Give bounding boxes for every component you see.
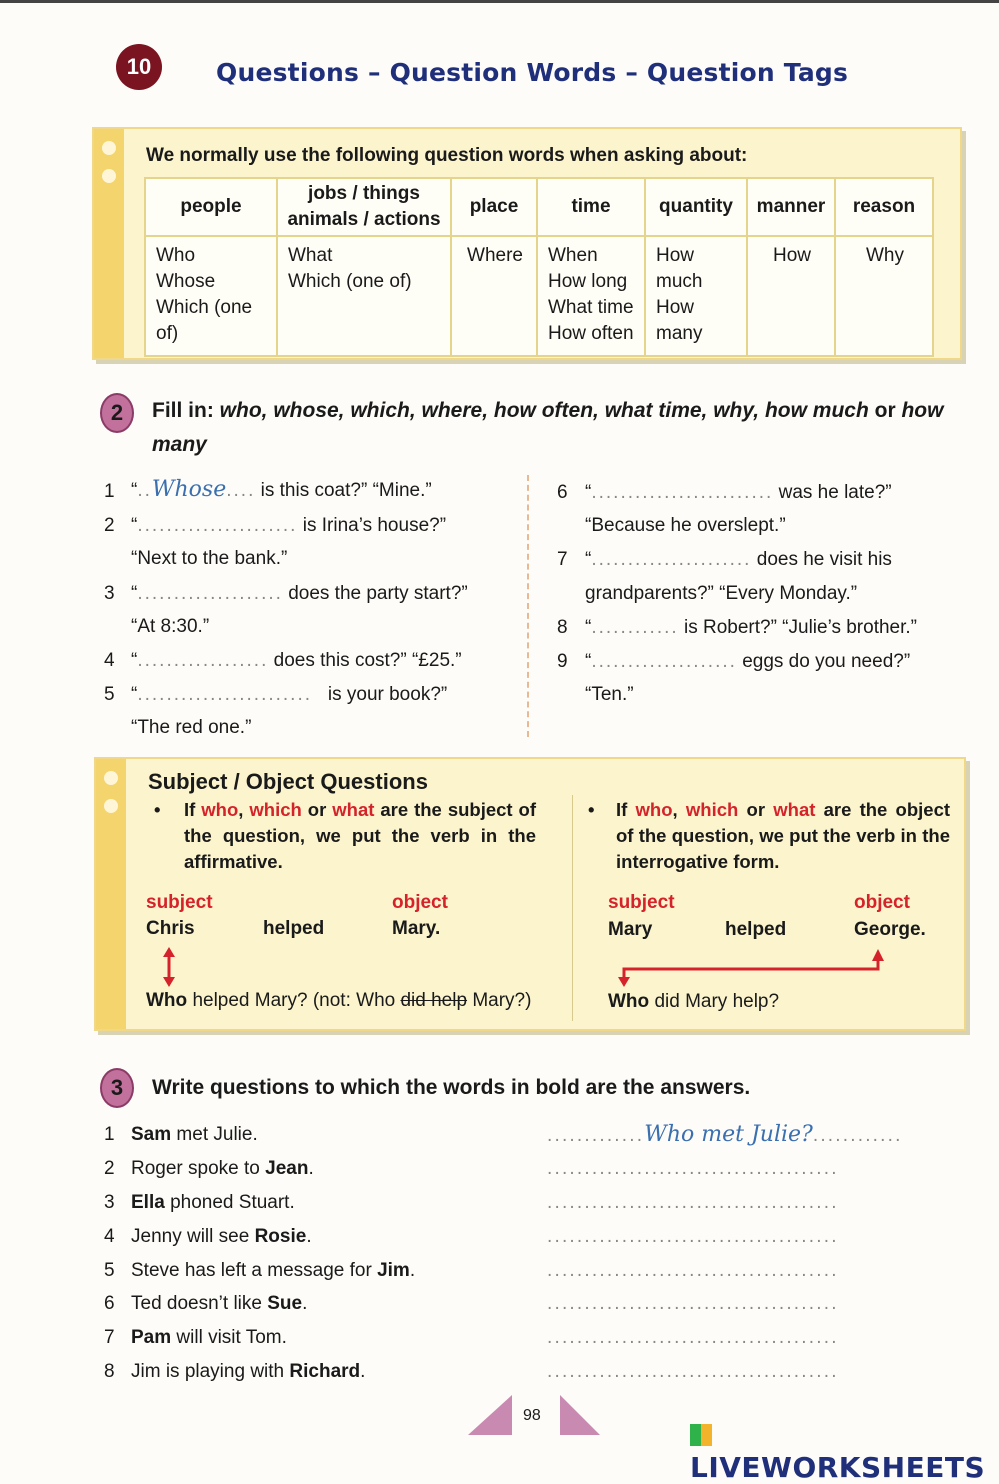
answer-line-4[interactable]: ....................................... (547, 1226, 839, 1247)
item-text: Roger spoke to (131, 1158, 266, 1179)
item-number: 2 (104, 1158, 115, 1179)
header-reason: reason (835, 178, 933, 236)
word-list-last: how many (152, 399, 944, 456)
item-text: does the party start?” (288, 583, 468, 604)
exercise-2-badge: 2 (100, 393, 134, 433)
exercise-3-badge: 3 (100, 1068, 134, 1108)
item-continuation: “At 8:30.” (131, 616, 210, 637)
brand-logo (690, 1418, 999, 1484)
item-number: 8 (557, 617, 568, 638)
item-number: 5 (104, 1260, 115, 1281)
rule-keyword: which (685, 799, 739, 820)
exercise-2-item-4 (131, 650, 462, 672)
open-quote: “ (585, 482, 592, 503)
blank[interactable]: ...................... (137, 515, 298, 536)
rule-keyword: who (201, 799, 239, 820)
item-text: does he visit his (756, 549, 892, 570)
item-number: 4 (104, 1226, 115, 1247)
header-people: people (145, 178, 277, 236)
or-label: or (874, 399, 896, 422)
item-number: 1 (104, 1124, 115, 1145)
example-verb: helped (263, 918, 325, 939)
blank[interactable]: .................. (137, 650, 269, 671)
page-decoration-left (468, 1395, 512, 1435)
page-number: 98 (523, 1407, 541, 1424)
exercise-2-item-8 (585, 617, 917, 639)
exercise-3-item-4 (131, 1226, 312, 1248)
answer-line-6[interactable]: ....................................... (547, 1293, 839, 1314)
unit-title: Questions – Question Words – Question Tags (216, 58, 849, 87)
object-rule: • If who, which or what are the object of the question, we put the verb in the interrogative form. (588, 799, 951, 872)
table-header-row (145, 178, 933, 236)
bold-answer: Sue (267, 1293, 303, 1314)
item-text: is Irina’s house?” (302, 515, 447, 536)
open-quote: “ (131, 684, 138, 705)
object-label: object (392, 892, 448, 913)
item-number: 9 (557, 651, 568, 672)
cell-quantity: How much How many (645, 236, 747, 356)
answer-line-5[interactable]: ....................................... (547, 1260, 839, 1281)
subject-label: subject (146, 892, 213, 913)
item-text: will visit Tom. (171, 1327, 287, 1348)
cell-place: Where (451, 236, 537, 356)
subject-label: subject (608, 892, 675, 913)
question-words-table (144, 177, 934, 357)
item-text: is this coat?” “Mine.” (260, 480, 432, 501)
rule-keyword: which (249, 799, 302, 820)
bold-answer: Rosie (254, 1226, 307, 1247)
page-decoration-right (560, 1395, 600, 1435)
handwritten-answer: Whose (151, 477, 227, 502)
item-text: Ted doesn’t like (131, 1293, 268, 1314)
open-quote: “ (131, 480, 138, 501)
open-quote: “ (585, 549, 592, 570)
brand-name: LIVEWORKSHEETS (690, 1451, 986, 1484)
blank[interactable]: .................... (591, 651, 737, 672)
answer-line-2[interactable]: ....................................... (547, 1158, 839, 1179)
strip-dot (104, 799, 118, 813)
item-text: eggs do you need?” (742, 651, 911, 672)
exercise-2-item-7 (585, 549, 892, 571)
column-divider (527, 475, 529, 737)
exercise-3-item-2 (131, 1158, 314, 1180)
blank[interactable]: .................... (137, 583, 283, 604)
item-text: was he late?” (778, 482, 892, 503)
cell-time: When How long What time How often (537, 236, 645, 356)
exercise-3-item-5 (131, 1260, 415, 1282)
item-text: Steve has left a message for (131, 1260, 378, 1281)
subject-rule: • If who, which or what are the subject of the question, we put the verb in the affirmative. (154, 799, 537, 872)
object-question-example (608, 991, 779, 1013)
bold-answer: Jean (265, 1158, 309, 1179)
word-list: who, whose, which, where, how often, what time, why, how much (219, 399, 869, 422)
example-text: Mary?) (472, 990, 532, 1011)
open-quote: “ (131, 583, 138, 604)
handwritten-answer: Who met Julie? (644, 1122, 813, 1147)
item-number: 6 (104, 1293, 115, 1314)
item-text: . (306, 1226, 312, 1247)
example-subject: Chris (146, 918, 195, 939)
exercise-3-item-3 (131, 1192, 295, 1214)
question-word: Who (146, 990, 188, 1011)
object-label: object (854, 892, 910, 913)
rule-text: or (746, 799, 766, 820)
unit-number-badge: 10 (116, 44, 162, 90)
item-continuation: grandparents?” “Every Monday.” (585, 583, 858, 604)
exercise-3-item-6 (131, 1293, 307, 1315)
blank[interactable]: ..Whose.... (137, 477, 256, 502)
item-text: is Robert?” “Julie’s brother.” (683, 617, 917, 638)
item-text: . (308, 1158, 314, 1179)
open-quote: “ (131, 515, 138, 536)
top-rule (0, 0, 999, 3)
blank[interactable]: ........................ (137, 684, 313, 705)
subject-question-example (146, 990, 531, 1012)
example-subject: Mary (608, 919, 653, 940)
rule-text: are the subject of the question, we put the verb in the affirmative. (184, 799, 537, 872)
exercise-3-item-8 (131, 1361, 365, 1383)
rule-keyword: what (773, 799, 816, 820)
item-number: 7 (557, 549, 568, 570)
item-number: 3 (104, 583, 115, 604)
rule-keyword: who (635, 799, 673, 820)
exercise-3-item-1 (131, 1124, 258, 1146)
bold-answer: Pam (131, 1327, 172, 1348)
cell-reason: Why (835, 236, 933, 356)
item-continuation: “Ten.” (585, 684, 634, 705)
item-number: 8 (104, 1361, 115, 1382)
question-words-box (92, 127, 962, 360)
exercise-2-item-1 (131, 477, 432, 502)
rule-text: are the object of the question, we put the verb in the interrogative form. (616, 799, 951, 872)
exercise-2-item-9 (585, 651, 910, 673)
logo-icon (690, 1424, 712, 1446)
answer-line-1[interactable]: .............Who met Julie?............ (547, 1122, 903, 1147)
exercise-2-item-2 (131, 515, 446, 537)
item-text: met Julie. (171, 1124, 258, 1145)
exercise-2-item-5 (131, 684, 447, 706)
item-continuation: “The red one.” (131, 717, 252, 738)
item-number: 6 (557, 482, 568, 503)
exercise-2-item-3 (131, 583, 468, 605)
struck-text: did help (400, 990, 468, 1011)
bullet: • (154, 799, 161, 820)
example-object: Mary. (392, 918, 441, 939)
bullet: • (588, 799, 595, 820)
header-quantity: quantity (645, 178, 747, 236)
item-text: . (409, 1260, 416, 1281)
blank[interactable]: ............ (591, 617, 679, 638)
item-text: . (360, 1361, 366, 1382)
rule-text: If (184, 799, 196, 820)
item-number: 5 (104, 684, 115, 705)
example-verb: helped (725, 919, 787, 940)
blank[interactable]: ......................... (591, 482, 774, 503)
rule-keyword: what (332, 799, 375, 820)
exercise-2-item-6 (585, 482, 892, 504)
item-continuation: “Because he overslept.” (585, 515, 786, 536)
panel-divider (572, 795, 573, 1021)
item-number: 3 (104, 1192, 115, 1213)
open-quote: “ (131, 650, 138, 671)
example-text: did Mary help? (654, 991, 780, 1012)
bold-answer: Sam (131, 1124, 172, 1145)
answer-line-3[interactable]: ....................................... (547, 1192, 839, 1213)
fill-in-label: Fill in: (152, 399, 214, 422)
item-text: is your book?” (327, 684, 448, 705)
subject-object-title: Subject / Object Questions (148, 769, 428, 794)
strip-dot (102, 141, 116, 155)
item-number: 1 (104, 481, 115, 502)
rule-text: or (307, 799, 327, 820)
example-object: George. (854, 919, 926, 940)
bold-answer: Richard (289, 1361, 361, 1382)
bold-answer: Ella (131, 1192, 165, 1213)
cell-manner: How (747, 236, 835, 356)
header-place: place (451, 178, 537, 236)
question-word: Who (608, 991, 650, 1012)
double-arrow-icon (162, 947, 176, 987)
header-manner: manner (747, 178, 835, 236)
answer-line-7[interactable]: ....................................... (547, 1327, 839, 1348)
item-text: does this cost?” “£25.” (273, 650, 462, 671)
strip-dot (104, 771, 118, 785)
exercise-3-instruction: Write questions to which the words in bold are the answers. (152, 1076, 751, 1099)
open-quote: “ (585, 617, 592, 638)
header-jobs: jobs / things animals / actions (277, 178, 451, 236)
exercise-2-instruction (152, 394, 962, 462)
item-number: 2 (104, 515, 115, 536)
box-strip (94, 129, 124, 358)
open-quote: “ (585, 651, 592, 672)
item-text: phoned Stuart. (164, 1192, 295, 1213)
subject-object-box (94, 757, 966, 1031)
cell-jobs: What Which (one of) (277, 236, 451, 356)
item-text: Jenny will see (131, 1226, 255, 1247)
table-row (145, 236, 933, 356)
arrow-object-to-subject-icon (616, 947, 886, 987)
header-time: time (537, 178, 645, 236)
item-number: 4 (104, 650, 115, 671)
blank[interactable]: ...................... (591, 549, 752, 570)
answer-line-8[interactable]: ....................................... (547, 1361, 839, 1382)
cell-people: Who Whose Which (one of) (145, 236, 277, 356)
bold-answer: Jim (377, 1260, 410, 1281)
rule-text: If (616, 799, 628, 820)
item-continuation: “Next to the bank.” (131, 548, 288, 569)
item-number: 7 (104, 1327, 115, 1348)
question-words-intro: We normally use the following question words when asking about: (146, 145, 748, 166)
example-text: helped Mary? (not: Who (192, 990, 396, 1011)
item-text: Jim is playing with (131, 1361, 290, 1382)
strip-dot (102, 169, 116, 183)
exercise-3-item-7 (131, 1327, 287, 1349)
item-text: . (302, 1293, 308, 1314)
